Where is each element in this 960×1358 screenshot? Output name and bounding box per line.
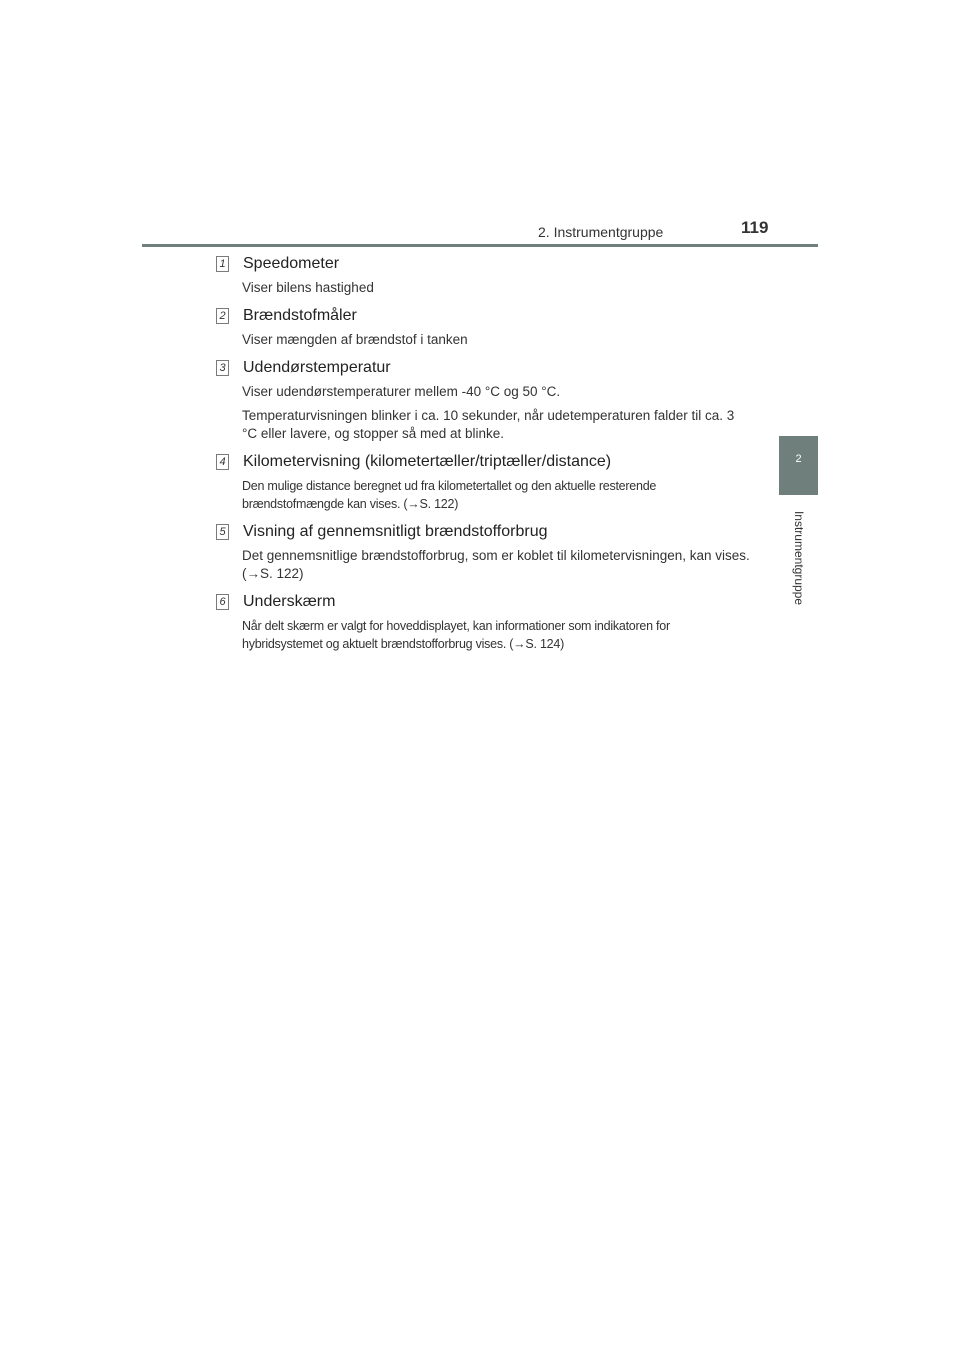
item-description: Viser mængden af brændstof i tanken xyxy=(242,332,468,347)
list-item xyxy=(216,452,750,513)
section-title: 2. Instrumentgruppe xyxy=(538,224,664,240)
item-title: Udendørstemperatur xyxy=(243,359,391,376)
item-number-badge: 5 xyxy=(216,524,229,540)
header-divider xyxy=(142,244,818,247)
item-title: Underskærm xyxy=(243,593,336,610)
chapter-tab: 2 xyxy=(779,436,818,495)
item-description: Den mulige distance beregnet ud fra kilometertallet og den aktuelle resterende brændstofmængde kan vises. (→S. 122) xyxy=(242,479,657,511)
item-description: Viser bilens hastighed xyxy=(242,280,374,295)
item-number-badge: 1 xyxy=(216,256,229,272)
item-title: Speedometer xyxy=(243,255,340,272)
chapter-title: Instrumentgruppe xyxy=(792,510,806,606)
item-number-badge: 4 xyxy=(216,454,229,470)
item-title: Visning af gennemsnitligt brændstofforbrug xyxy=(243,523,548,540)
item-list xyxy=(216,254,750,653)
list-item xyxy=(216,358,750,443)
item-description: Når delt skærm er valgt for hoveddisplayet, kan informationer som indikatoren for hybridsystemet og aktuelt brændstofforbrug vises. (→S. 124) xyxy=(242,619,670,651)
list-item xyxy=(216,254,750,297)
item-description: Det gennemsnitlige brændstofforbrug, som er koblet til kilometervisningen, kan vises. (→S. 122) xyxy=(242,548,750,581)
item-title: Kilometervisning (kilometertæller/triptæller/distance) xyxy=(243,453,612,470)
list-item xyxy=(216,522,750,583)
item-description: Temperaturvisningen blinker i ca. 10 sekunder, når udetemperaturen falder til ca. 3 °C eller lavere, og stopper så med at blinke. xyxy=(242,408,735,441)
item-title: Brændstofmåler xyxy=(243,307,357,324)
list-item xyxy=(216,592,750,653)
item-description: Viser udendørstemperaturer mellem -40 °C og 50 °C. xyxy=(242,384,561,399)
item-number-badge: 2 xyxy=(216,308,229,324)
item-number-badge: 3 xyxy=(216,360,229,376)
list-item xyxy=(216,306,750,349)
page-number: 119 xyxy=(741,218,769,237)
item-number-badge: 6 xyxy=(216,594,229,610)
